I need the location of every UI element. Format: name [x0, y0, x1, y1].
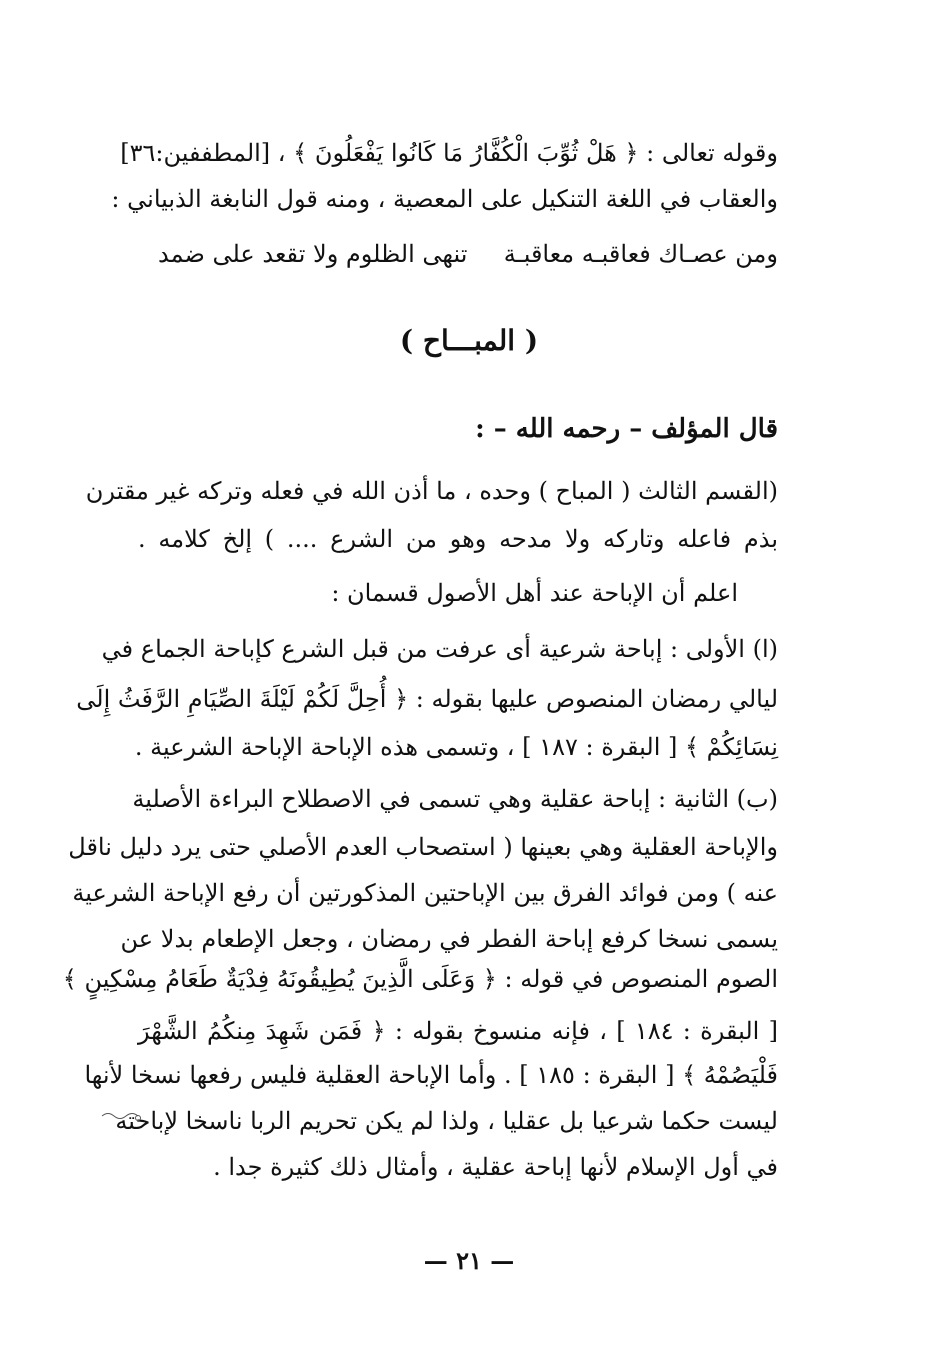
margin-scribble-icon: [100, 1108, 142, 1127]
text-line-16: ليست حكما شرعيا بل عقليا ، ولذا لم يكن تحريم الربا ناسخا لإباحته: [115, 1107, 778, 1135]
text-line-6: (ا) الأولى : إباحة شرعية أى عرفت من قبل الشرع كإباحة الجماع في: [101, 635, 778, 663]
text-line-13: الصوم المنصوص في قوله : ﴿ وَعَلَى الَّذِينَ يُطِيقُونَهُ فِدْيَةٌ طَعَامُ مِسْكِينٍ ﴾: [62, 965, 778, 993]
section-heading: ( المبـــاح ): [399, 324, 539, 357]
text-line-7: ليالي رمضان المنصوص عليها بقوله : ﴿ أُحِلَّ لَكُمْ لَيْلَةَ الصِّيَامِ الرَّفَثُ إِلَى: [76, 685, 778, 713]
text-line-10: والإباحة العقلية وهي بعينها ( استصحاب العدم الأصلي حتى يرد دليل ناقل: [68, 833, 778, 861]
page-number: — ٢١ —: [423, 1246, 515, 1275]
text-line-4: بذم فاعله وتاركه ولا مدحه وهو من الشرع .... ) إلخ كلامه .: [138, 525, 778, 553]
text-line-8: نِسَائِكُمْ ﴾ [ البقرة : ١٨٧ ] ، وتسمى هذه الإباحة الإباحة الشرعية .: [134, 733, 778, 761]
text-line-5: اعلم أن الإباحة عند أهل الأصول قسمان :: [331, 579, 738, 607]
author-statement: قال المؤلف – رحمه الله – :: [475, 414, 778, 444]
poem-verse: [158, 240, 778, 268]
text-line-14: [ البقرة : ١٨٤ ] ، فإنه منسوخ بقوله : ﴿ فَمَن شَهِدَ مِنكُمُ الشَّهْرَ: [138, 1017, 778, 1045]
text-line-11: عنه ) ومن فوائد الفرق بين الإباحتين المذكورتين أن رفع الإباحة الشرعية: [72, 879, 778, 907]
text-line-17: في أول الإسلام لأنها إباحة عقلية ، وأمثال ذلك كثيرة جدا .: [213, 1153, 778, 1181]
text-line-12: يسمى نسخا كرفع إباحة الفطر في رمضان ، وجعل الإطعام بدلا عن: [120, 925, 778, 953]
text-line-1: وقوله تعالى : ﴿ هَلْ ثُوِّبَ الْكُفَّارُ مَا كَانُوا يَفْعَلُونَ ﴾ ، [المطففين:٣٦]: [120, 139, 778, 167]
text-line-9: (ب) الثانية : إباحة عقلية وهي تسمى في الاصطلاح البراءة الأصلية: [132, 785, 778, 813]
text-line-3: (القسم الثالث ( المباح ) وحده ، ما أذن الله في فعله وتركه غير مقترن: [85, 477, 778, 505]
text-line-2: والعقاب في اللغة التنكيل على المعصية ، ومنه قول النابغة الذبياني :: [111, 185, 778, 213]
poem-hemistich-right: ومن عصـاك فعاقبـه معاقبـة: [503, 240, 778, 268]
poem-hemistich-left: تنهى الظلوم ولا تقعد على ضمد: [158, 240, 468, 268]
text-line-15: فَلْيَصُمْهُ ﴾ [ البقرة : ١٨٥ ] . وأما الإباحة العقلية فليس رفعها نسخا لأنها: [84, 1061, 778, 1089]
